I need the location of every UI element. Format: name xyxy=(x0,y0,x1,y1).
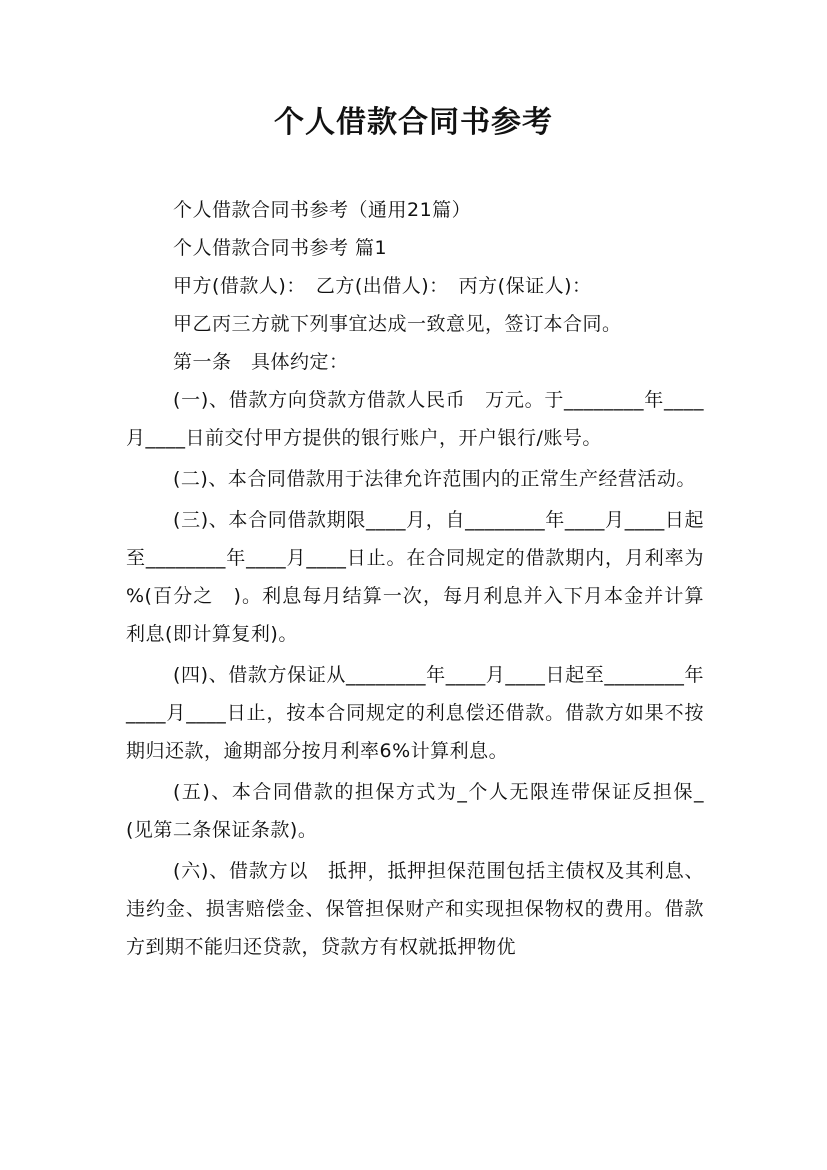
paragraph-clause-4: (四)、借款方保证从________年____月____日起至________年____月____日止，按本合同规定的利息偿还借款。借款方如果不按期归还款，逾期部分按月利率6%计算利息。 xyxy=(126,664,704,762)
paragraph-article-one: 第一条 具体约定： xyxy=(173,351,349,373)
paragraph-agreement: 甲乙丙三方就下列事宜达成一致意见，签订本合同。 xyxy=(173,313,622,335)
paragraph-clause-5: (五)、本合同借款的担保方式为_个人无限连带保证反担保_(见第二条保证条款)。 xyxy=(126,781,704,841)
paragraph-clause-1: (一)、借款方向贷款方借款人民币 万元。于________年____月____日前交付甲方提供的银行账户，开户银行/账号。 xyxy=(126,389,704,449)
document-title: 个人借款合同书参考 xyxy=(274,105,553,140)
paragraph-clause-2: (二)、本合同借款用于法律允许范围内的正常生产经营活动。 xyxy=(173,468,696,490)
paragraph-parties: 甲方(借款人)： 乙方(出借人)： 丙方(保证人)： xyxy=(173,275,592,297)
paragraph-clause-3: (三)、本合同借款期限____月，自________年____月____日起至________年____月____日止。在合同规定的借款期内，月利率为 %(百分之 )。利息每月结算一次，每月利息并入下月本金并计算利息(即计算复利)。 xyxy=(126,509,724,645)
paragraph-clause-6: (六)、借款方以 抵押，抵押担保范围包括主债权及其利息、违约金、损害赔偿金、保管担保财产和实现担保物权的费用。借款方到期不能归还贷款，贷款方有权就抵押物优 xyxy=(126,860,704,958)
paragraph-section-heading: 个人借款合同书参考 篇1 xyxy=(173,237,388,259)
paragraph-subtitle: 个人借款合同书参考（通用21篇） xyxy=(173,199,472,221)
document-body xyxy=(126,191,724,969)
